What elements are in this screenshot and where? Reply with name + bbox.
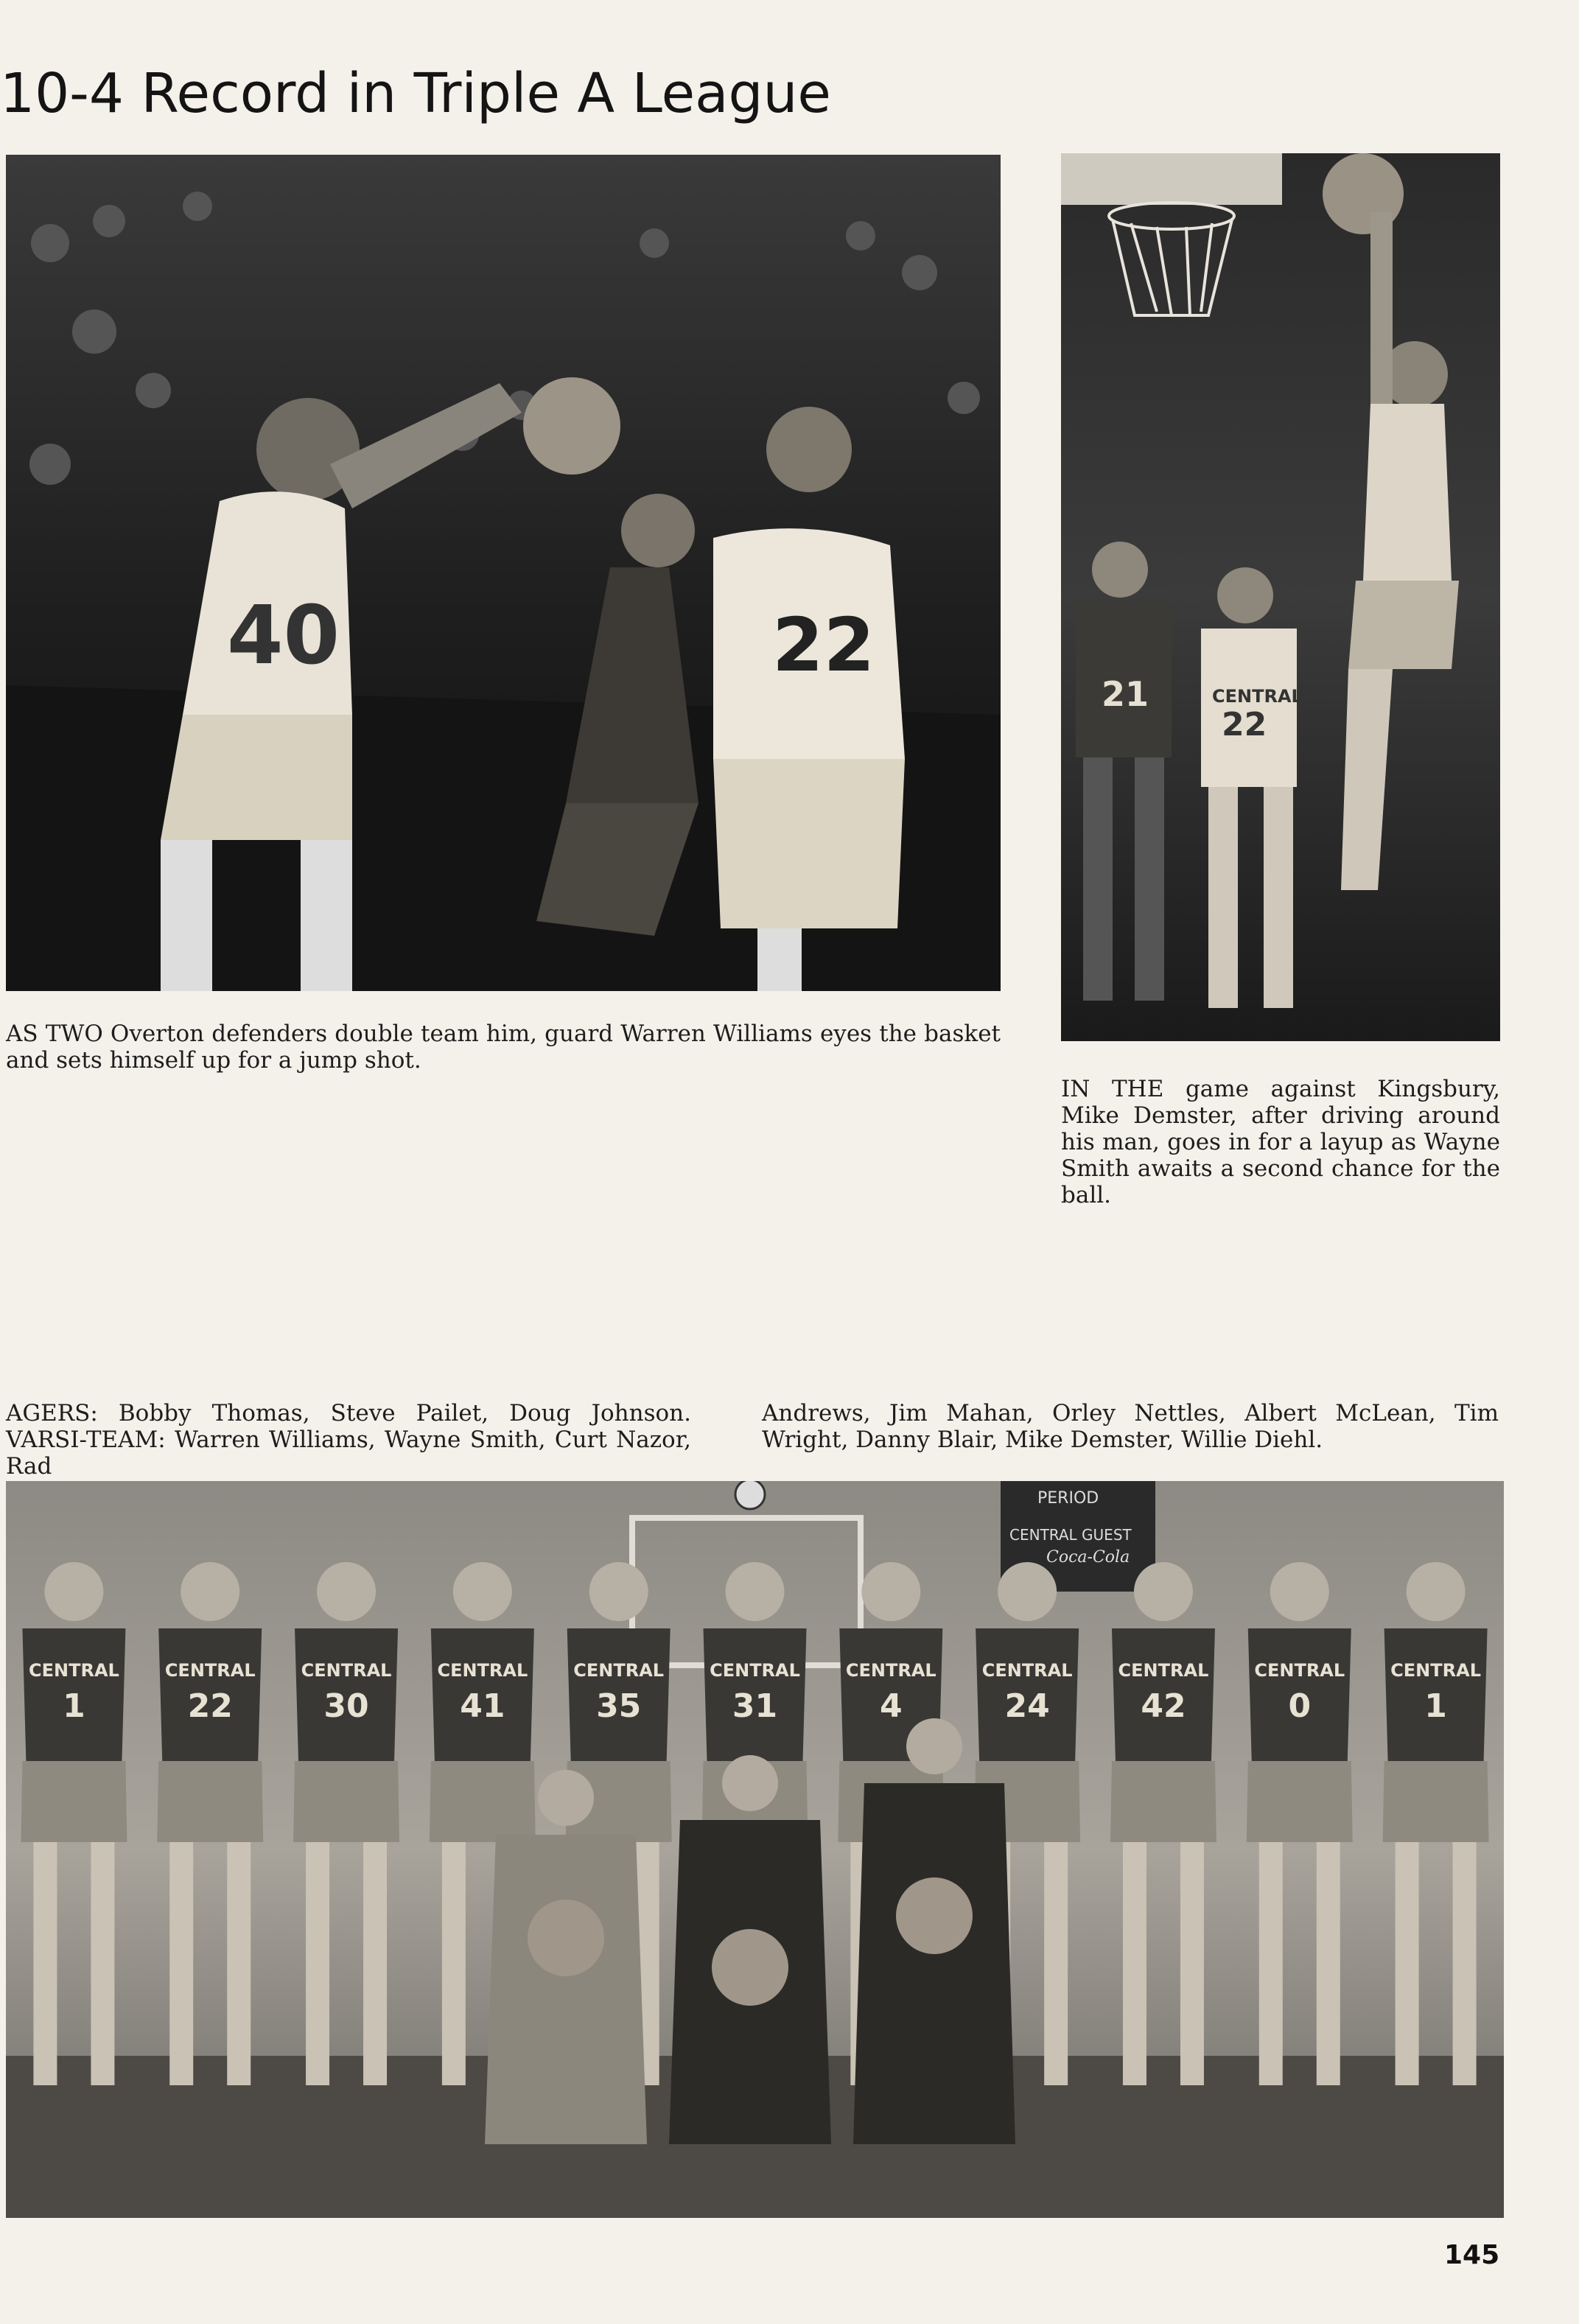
caption-layup: IN THE game against Kingsbury, Mike Demster, after driving around his man, goes in for a layup as Wayne Smith awaits a second chance for the ball. bbox=[1061, 1076, 1500, 1208]
jersey-text: CENTRAL bbox=[1254, 1660, 1345, 1681]
jersey-text: CENTRAL bbox=[1390, 1660, 1481, 1681]
basketball-icon bbox=[712, 1929, 788, 2006]
jersey-text: CENTRAL bbox=[573, 1660, 665, 1681]
caption-jump-shot: AS TWO Overton defenders double team him, guard Warren Williams eyes the basket and sets himself up for a jump shot. bbox=[6, 1021, 1001, 1074]
basketball-icon bbox=[896, 1877, 973, 1954]
game-photo-jump-shot bbox=[6, 155, 1001, 991]
jersey-number: 31 bbox=[732, 1687, 778, 1725]
game-photo-layup bbox=[1061, 153, 1500, 1041]
basketball-icon bbox=[523, 377, 620, 475]
team-photo bbox=[6, 1481, 1504, 2218]
jersey-number: 4 bbox=[880, 1687, 903, 1725]
jersey-number-22: 22 bbox=[772, 602, 875, 688]
svg-text:PERIOD: PERIOD bbox=[1037, 1489, 1099, 1508]
svg-text:Coca-Cola: Coca-Cola bbox=[1046, 1548, 1130, 1567]
jersey-text: CENTRAL bbox=[29, 1660, 119, 1681]
jersey-number: 42 bbox=[1141, 1687, 1186, 1725]
jersey-text: CENTRAL bbox=[845, 1660, 936, 1681]
page-title: 10-4 Record in Triple A League bbox=[0, 62, 831, 125]
jersey-number: 22 bbox=[187, 1687, 233, 1725]
jersey-number: 30 bbox=[323, 1687, 369, 1725]
svg-text:CENTRAL GUEST: CENTRAL GUEST bbox=[1009, 1526, 1132, 1544]
jersey-number: 24 bbox=[1004, 1687, 1050, 1725]
jersey-number: 1 bbox=[1424, 1687, 1447, 1725]
jersey-text: CENTRAL bbox=[164, 1660, 256, 1681]
jersey-number: 35 bbox=[596, 1687, 642, 1725]
jersey-text: CENTRAL bbox=[1212, 686, 1303, 707]
backboard bbox=[1061, 153, 1282, 205]
jersey-number: 41 bbox=[460, 1687, 505, 1725]
caption-team-roster-part1: AGERS: Bobby Thomas, Steve Pailet, Doug Johnson. VARSI-TEAM: Warren Williams, Wayne Smith, Curt Nazor, Rad bbox=[6, 1400, 691, 1480]
jersey-text: CENTRAL bbox=[1118, 1660, 1209, 1681]
jersey-number-21: 21 bbox=[1102, 674, 1149, 714]
jersey-text: CENTRAL bbox=[981, 1660, 1073, 1681]
jersey-number-40: 40 bbox=[227, 588, 340, 682]
caption-team-roster-part2: Andrews, Jim Mahan, Orley Nettles, Albert McLean, Tim Wright, Danny Blair, Mike Demster, Willie Diehl. bbox=[762, 1400, 1499, 1453]
jersey-text: CENTRAL bbox=[437, 1660, 528, 1681]
basketball-icon bbox=[528, 1900, 604, 1976]
jersey-text: CENTRAL bbox=[301, 1660, 392, 1681]
clock-icon bbox=[735, 1481, 765, 1509]
page-number: 145 bbox=[1444, 2240, 1500, 2270]
jersey-number: 0 bbox=[1288, 1687, 1312, 1725]
jersey-text: CENTRAL bbox=[710, 1660, 800, 1681]
jersey-number: 1 bbox=[63, 1687, 85, 1725]
jersey-number-22: 22 bbox=[1222, 706, 1267, 743]
